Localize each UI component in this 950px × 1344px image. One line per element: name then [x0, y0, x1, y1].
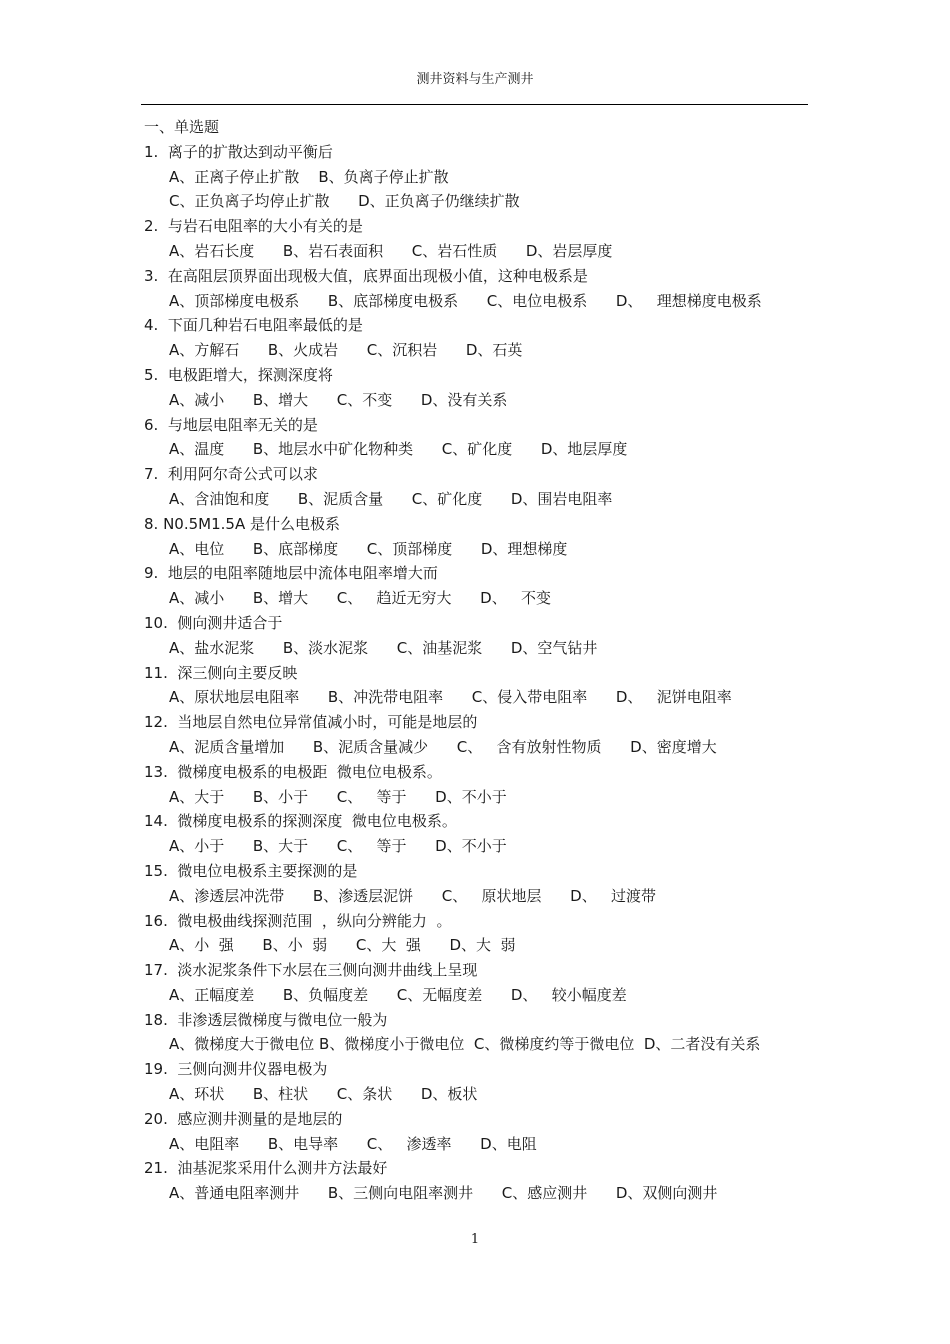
answer-options: A、顶部梯度电极系 B、底部梯度电极系 C、电位电极系 D、 理想梯度电极系 [169, 291, 762, 310]
answer-options: A、温度 B、地层水中矿化物种类 C、矿化度 D、地层厚度 [169, 440, 628, 459]
answer-options: A、小于 B、大于 C、 等于 D、不小于 [169, 837, 507, 856]
answer-options: A、泥质含量增加 B、泥质含量减少 C、 含有放射性物质 D、密度增大 [169, 737, 717, 756]
question-text: 9. 地层的电阻率随地层中流体电阻率增大而 [144, 564, 438, 583]
question-text: 11. 深三侧向主要反映 [144, 663, 298, 682]
question-text: 5. 电极距增大，探测深度将 [144, 365, 333, 384]
answer-options: A、盐水泥浆 B、淡水泥浆 C、油基泥浆 D、空气钻井 [169, 638, 598, 657]
answer-options: A、方解石 B、火成岩 C、沉积岩 D、石英 [169, 341, 523, 360]
answer-options: A、环状 B、柱状 C、条状 D、板状 [169, 1085, 478, 1104]
question-text: 12. 当地层自然电位异常值减小时，可能是地层的 [144, 713, 478, 732]
question-text: 3. 在高阻层顶界面出现极大值，底界面出现极小值，这种电极系是 [144, 266, 588, 285]
question-text: 2. 与岩石电阻率的大小有关的是 [144, 217, 363, 236]
question-text: 21. 油基泥浆采用什么测井方法最好 [144, 1159, 388, 1178]
question-text: 14. 微梯度电极系的探测深度 微电位电极系。 [144, 812, 457, 831]
answer-options: A、岩石长度 B、岩石表面积 C、岩石性质 D、岩层厚度 [169, 241, 613, 260]
question-text: 19. 三侧向测井仪器电极为 [144, 1060, 328, 1079]
question-text: 8. N0.5M1.5A 是什么电极系 [144, 514, 340, 533]
question-text: 4. 下面几种岩石电阻率最低的是 [144, 316, 363, 335]
question-text: 16. 微电极曲线探测范围 ，纵向分辨能力 。 [144, 911, 452, 930]
answer-options: A、减小 B、增大 C、 趋近无穷大 D、 不变 [169, 589, 552, 608]
header-divider [141, 104, 808, 105]
question-text: 13. 微梯度电极系的电极距 微电位电极系。 [144, 762, 442, 781]
question-text: 10. 侧向测井适合于 [144, 613, 283, 632]
answer-options: A、正离子停止扩散 B、负离子停止扩散 [169, 167, 449, 186]
page-number: 1 [470, 1232, 480, 1247]
answer-options: A、渗透层冲洗带 B、渗透层泥饼 C、 原状地层 D、 过渡带 [169, 886, 657, 905]
answer-options: A、小 强 B、小 弱 C、大 强 D、大 弱 [169, 936, 516, 955]
answer-options: C、正负离子均停止扩散 D、正负离子仍继续扩散 [169, 192, 520, 211]
answer-options: A、电位 B、底部梯度 C、顶部梯度 D、理想梯度 [169, 539, 568, 558]
answer-options: A、微梯度大于微电位 B、微梯度小于微电位 C、微梯度约等于微电位 D、二者没有关系 [169, 1035, 761, 1054]
answer-options: A、含油饱和度 B、泥质含量 C、矿化度 D、围岩电阻率 [169, 489, 613, 508]
question-text: 17. 淡水泥浆条件下水层在三侧向测井曲线上呈现 [144, 961, 478, 980]
question-list [144, 115, 824, 1206]
question-text: 20. 感应测井测量的是地层的 [144, 1109, 343, 1128]
question-text: 15. 微电位电极系主要探测的是 [144, 861, 358, 880]
answer-options: A、电阻率 B、电导率 C、 渗透率 D、电阻 [169, 1134, 537, 1153]
answer-options: A、减小 B、增大 C、不变 D、没有关系 [169, 390, 508, 409]
answer-options: A、大于 B、小于 C、 等于 D、不小于 [169, 787, 507, 806]
question-text: 7. 利用阿尔奇公式可以求 [144, 465, 318, 484]
answer-options: A、普通电阻率测井 B、三侧向电阻率测井 C、感应测井 D、双侧向测井 [169, 1184, 718, 1203]
question-text: 18. 非渗透层微梯度与微电位一般为 [144, 1010, 388, 1029]
page-header-title: 测井资料与生产测井 [416, 72, 534, 87]
question-text: 6. 与地层电阻率无关的是 [144, 415, 318, 434]
question-text: 1. 离子的扩散达到动平衡后 [144, 142, 333, 161]
section-title: 一、单选题 [144, 118, 220, 136]
answer-options: A、正幅度差 B、负幅度差 C、无幅度差 D、 较小幅度差 [169, 985, 627, 1004]
answer-options: A、原状地层电阻率 B、冲洗带电阻率 C、侵入带电阻率 D、 泥饼电阻率 [169, 688, 732, 707]
